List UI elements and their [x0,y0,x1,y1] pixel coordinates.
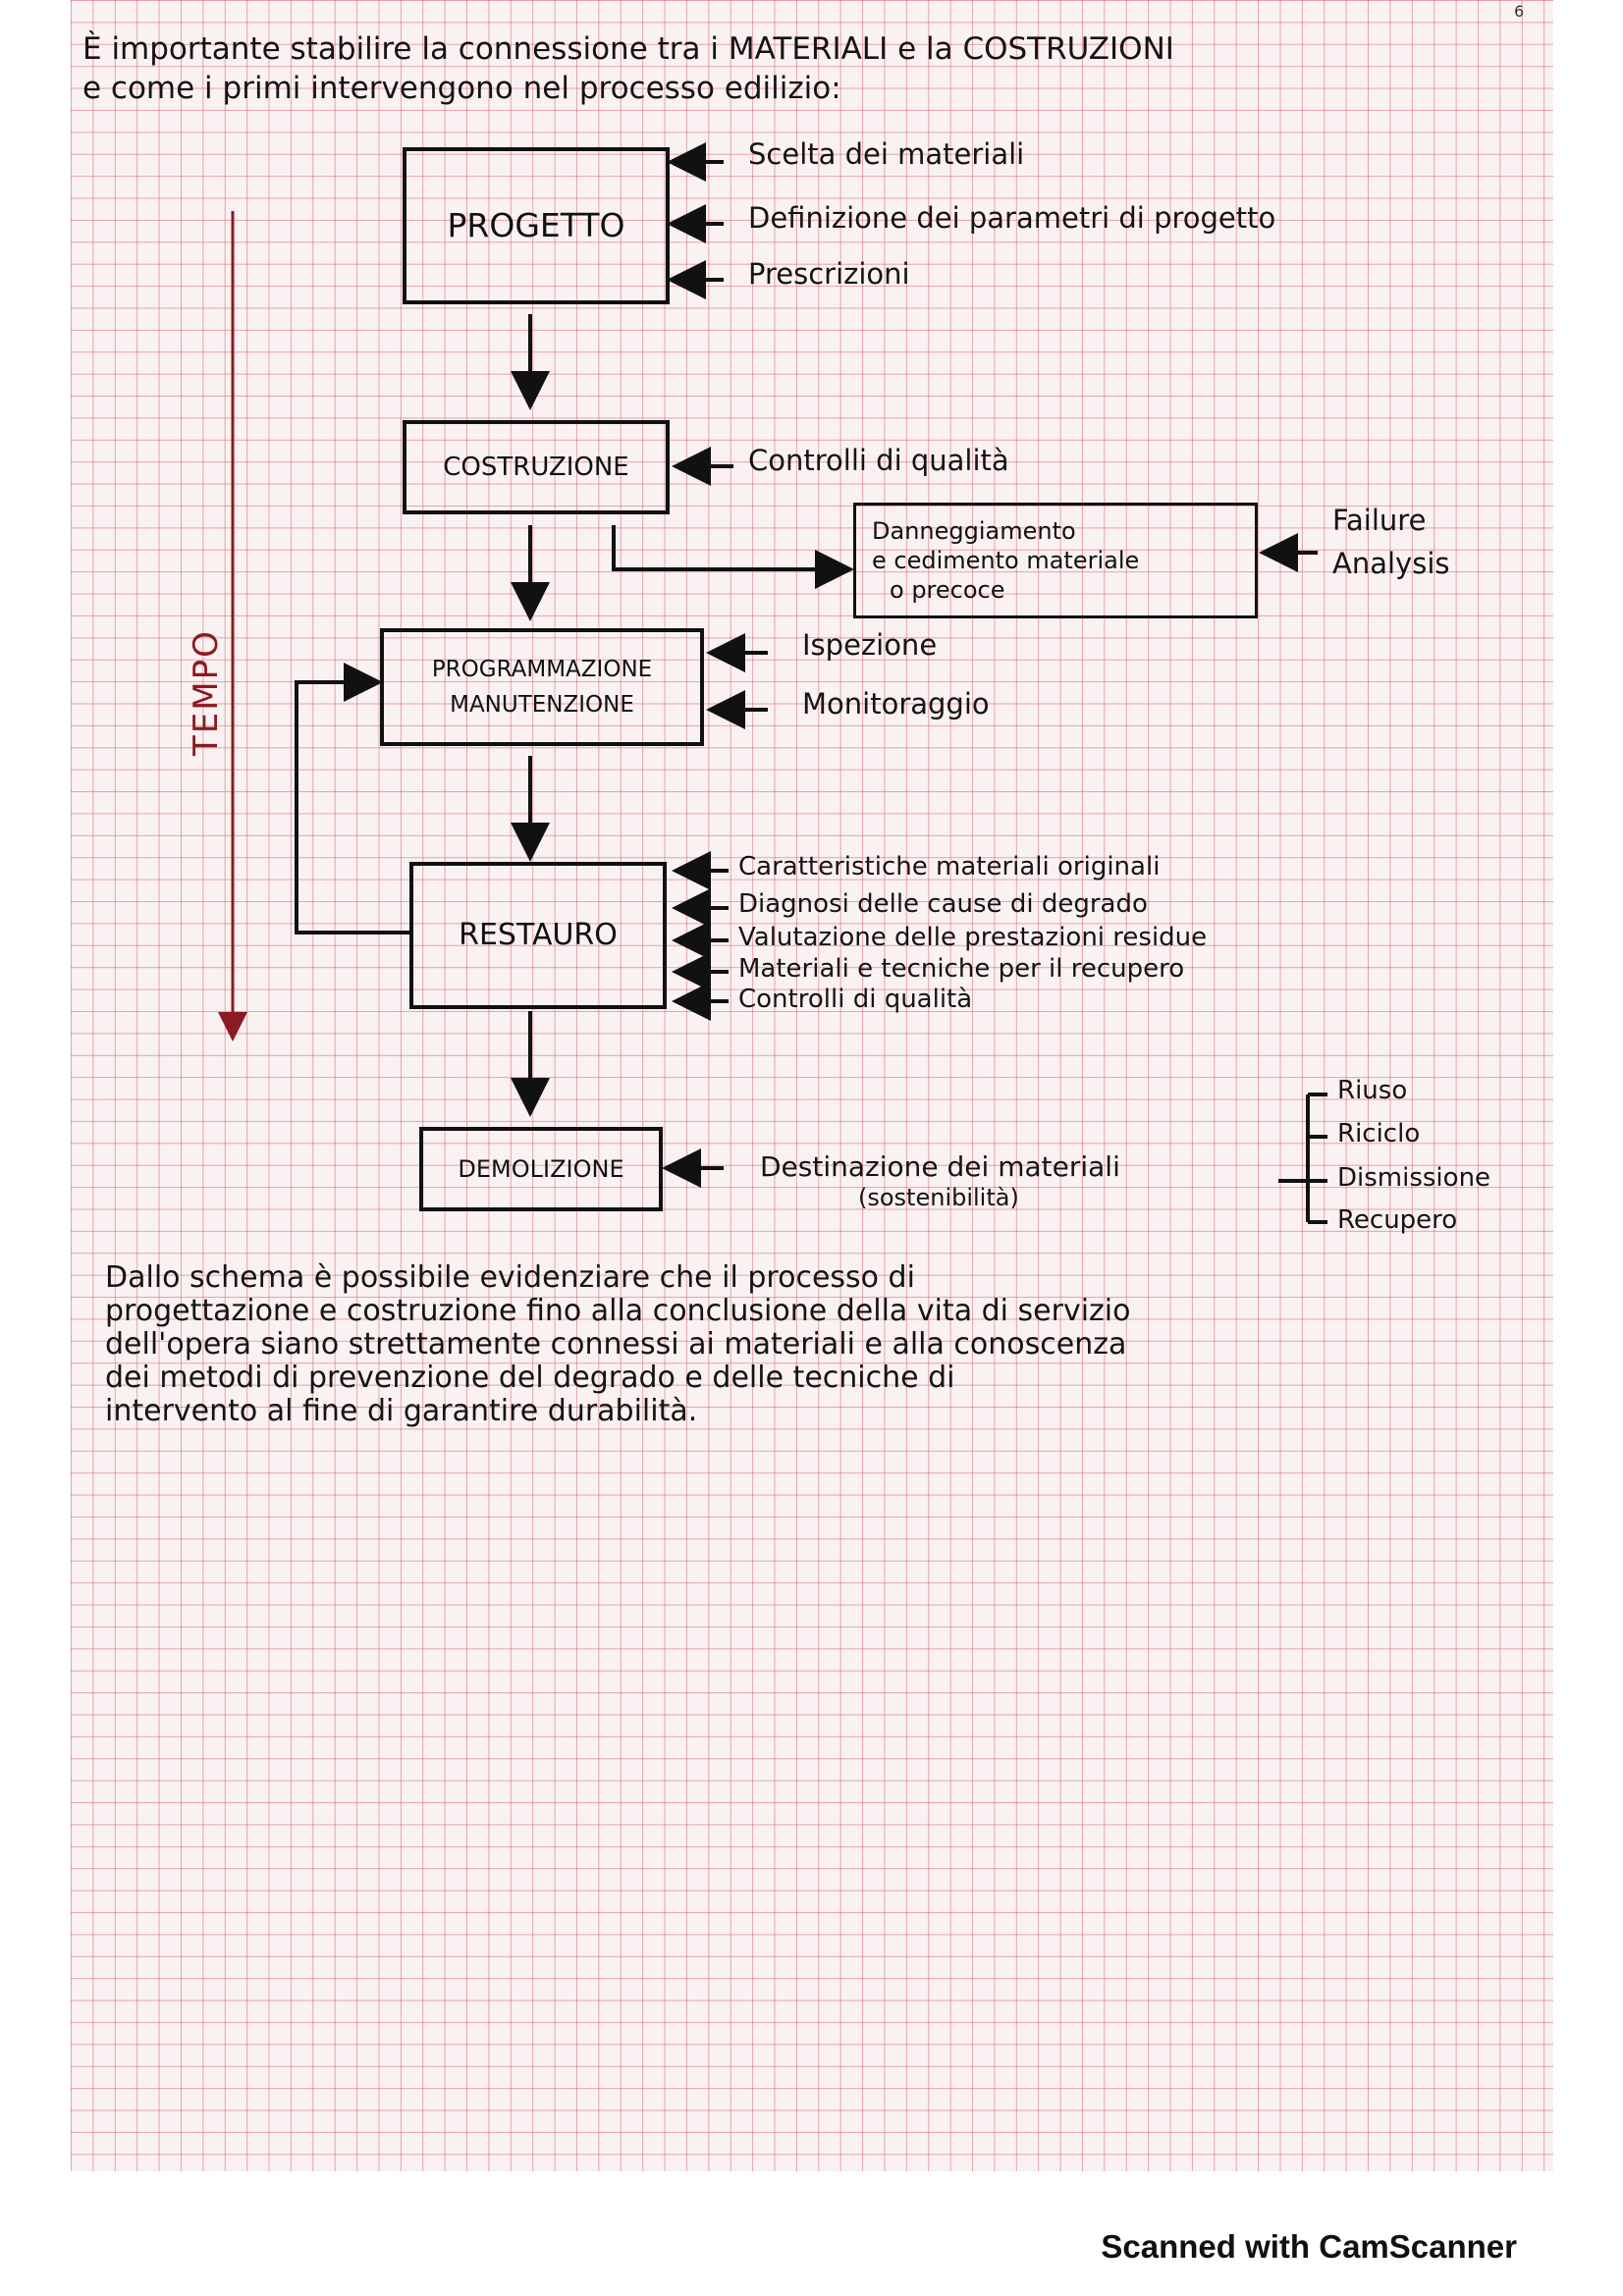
input-note: Definizione dei parametri di progetto [748,201,1276,235]
page-number: 6 [1514,2,1525,21]
side-box-line: e cedimento materiale [872,547,1140,574]
stage-box-costruzione [403,420,670,514]
side-box-damage [853,503,1258,618]
stage-box-restauro [409,862,667,1009]
failure-analysis-line: Analysis [1332,547,1450,580]
summary-line: dell'opera siano strettamente connessi ai materiali e alla conoscenza [105,1327,1127,1362]
summary-paragraph [105,1261,1548,1428]
summary-line: progettazione e costruzione fino alla conclusione della vita di servizio [105,1294,1131,1328]
input-note: Destinazione dei materiali [760,1150,1120,1183]
summary-line: Dallo schema è possibile evidenziare che il processo di [105,1260,915,1295]
input-note: Diagnosi delle cause di degrado [738,889,1148,919]
stage-box-progetto [403,147,670,304]
stage-label: RESTAURO [459,918,618,952]
stage-label-line: MANUTENZIONE [450,692,634,718]
stage-label: PROGETTO [447,206,625,244]
notebook-page [71,0,1553,2171]
side-box-line: Danneggiamento [872,517,1076,545]
scanner-watermark: Scanned with CamScanner [1101,2228,1517,2265]
diagram-connectors [71,0,1553,2171]
destination-item: Recupero [1337,1205,1458,1235]
failure-analysis-note [1332,499,1449,585]
stage-label: COSTRUZIONE [443,453,629,482]
input-note: Valutazione delle prestazioni residue [738,923,1208,952]
side-box-line: o precoce [890,576,1005,604]
stage-label-line: PROGRAMMAZIONE [431,657,653,682]
failure-analysis-line: Failure [1332,504,1427,537]
time-axis-label: TEMPO [187,629,226,756]
intro-line: È importante stabilire la connessione tra i MATERIALI e la COSTRUZIONI [82,31,1174,67]
destination-item: Riuso [1337,1076,1408,1105]
stage-box-demolizione [419,1127,663,1211]
side-branch-arrow [614,525,846,569]
input-note: Caratteristiche materiali originali [738,852,1161,881]
stage-label: DEMOLIZIONE [458,1155,624,1183]
summary-line: intervento al fine di garantire durabilità. [105,1394,698,1428]
input-note: Controlli di qualità [738,985,973,1014]
destination-item: Dismissione [1337,1163,1491,1193]
input-note: Materiali e tecniche per il recupero [738,954,1185,984]
summary-line: dei metodi di prevenzione del degrado e delle tecniche di [105,1361,955,1395]
destination-item: Riciclo [1337,1119,1421,1148]
stage-box-programmazione-manutenzione [380,628,704,746]
input-note: (sostenibilità) [858,1184,1019,1211]
input-note: Prescrizioni [748,257,910,291]
input-note: Monitoraggio [802,687,990,721]
intro-line: e come i primi intervengono nel processo edilizio: [82,71,841,106]
input-note: Controlli di qualità [748,444,1009,477]
input-note: Ispezione [802,628,938,662]
input-note: Scelta dei materiali [748,137,1025,171]
